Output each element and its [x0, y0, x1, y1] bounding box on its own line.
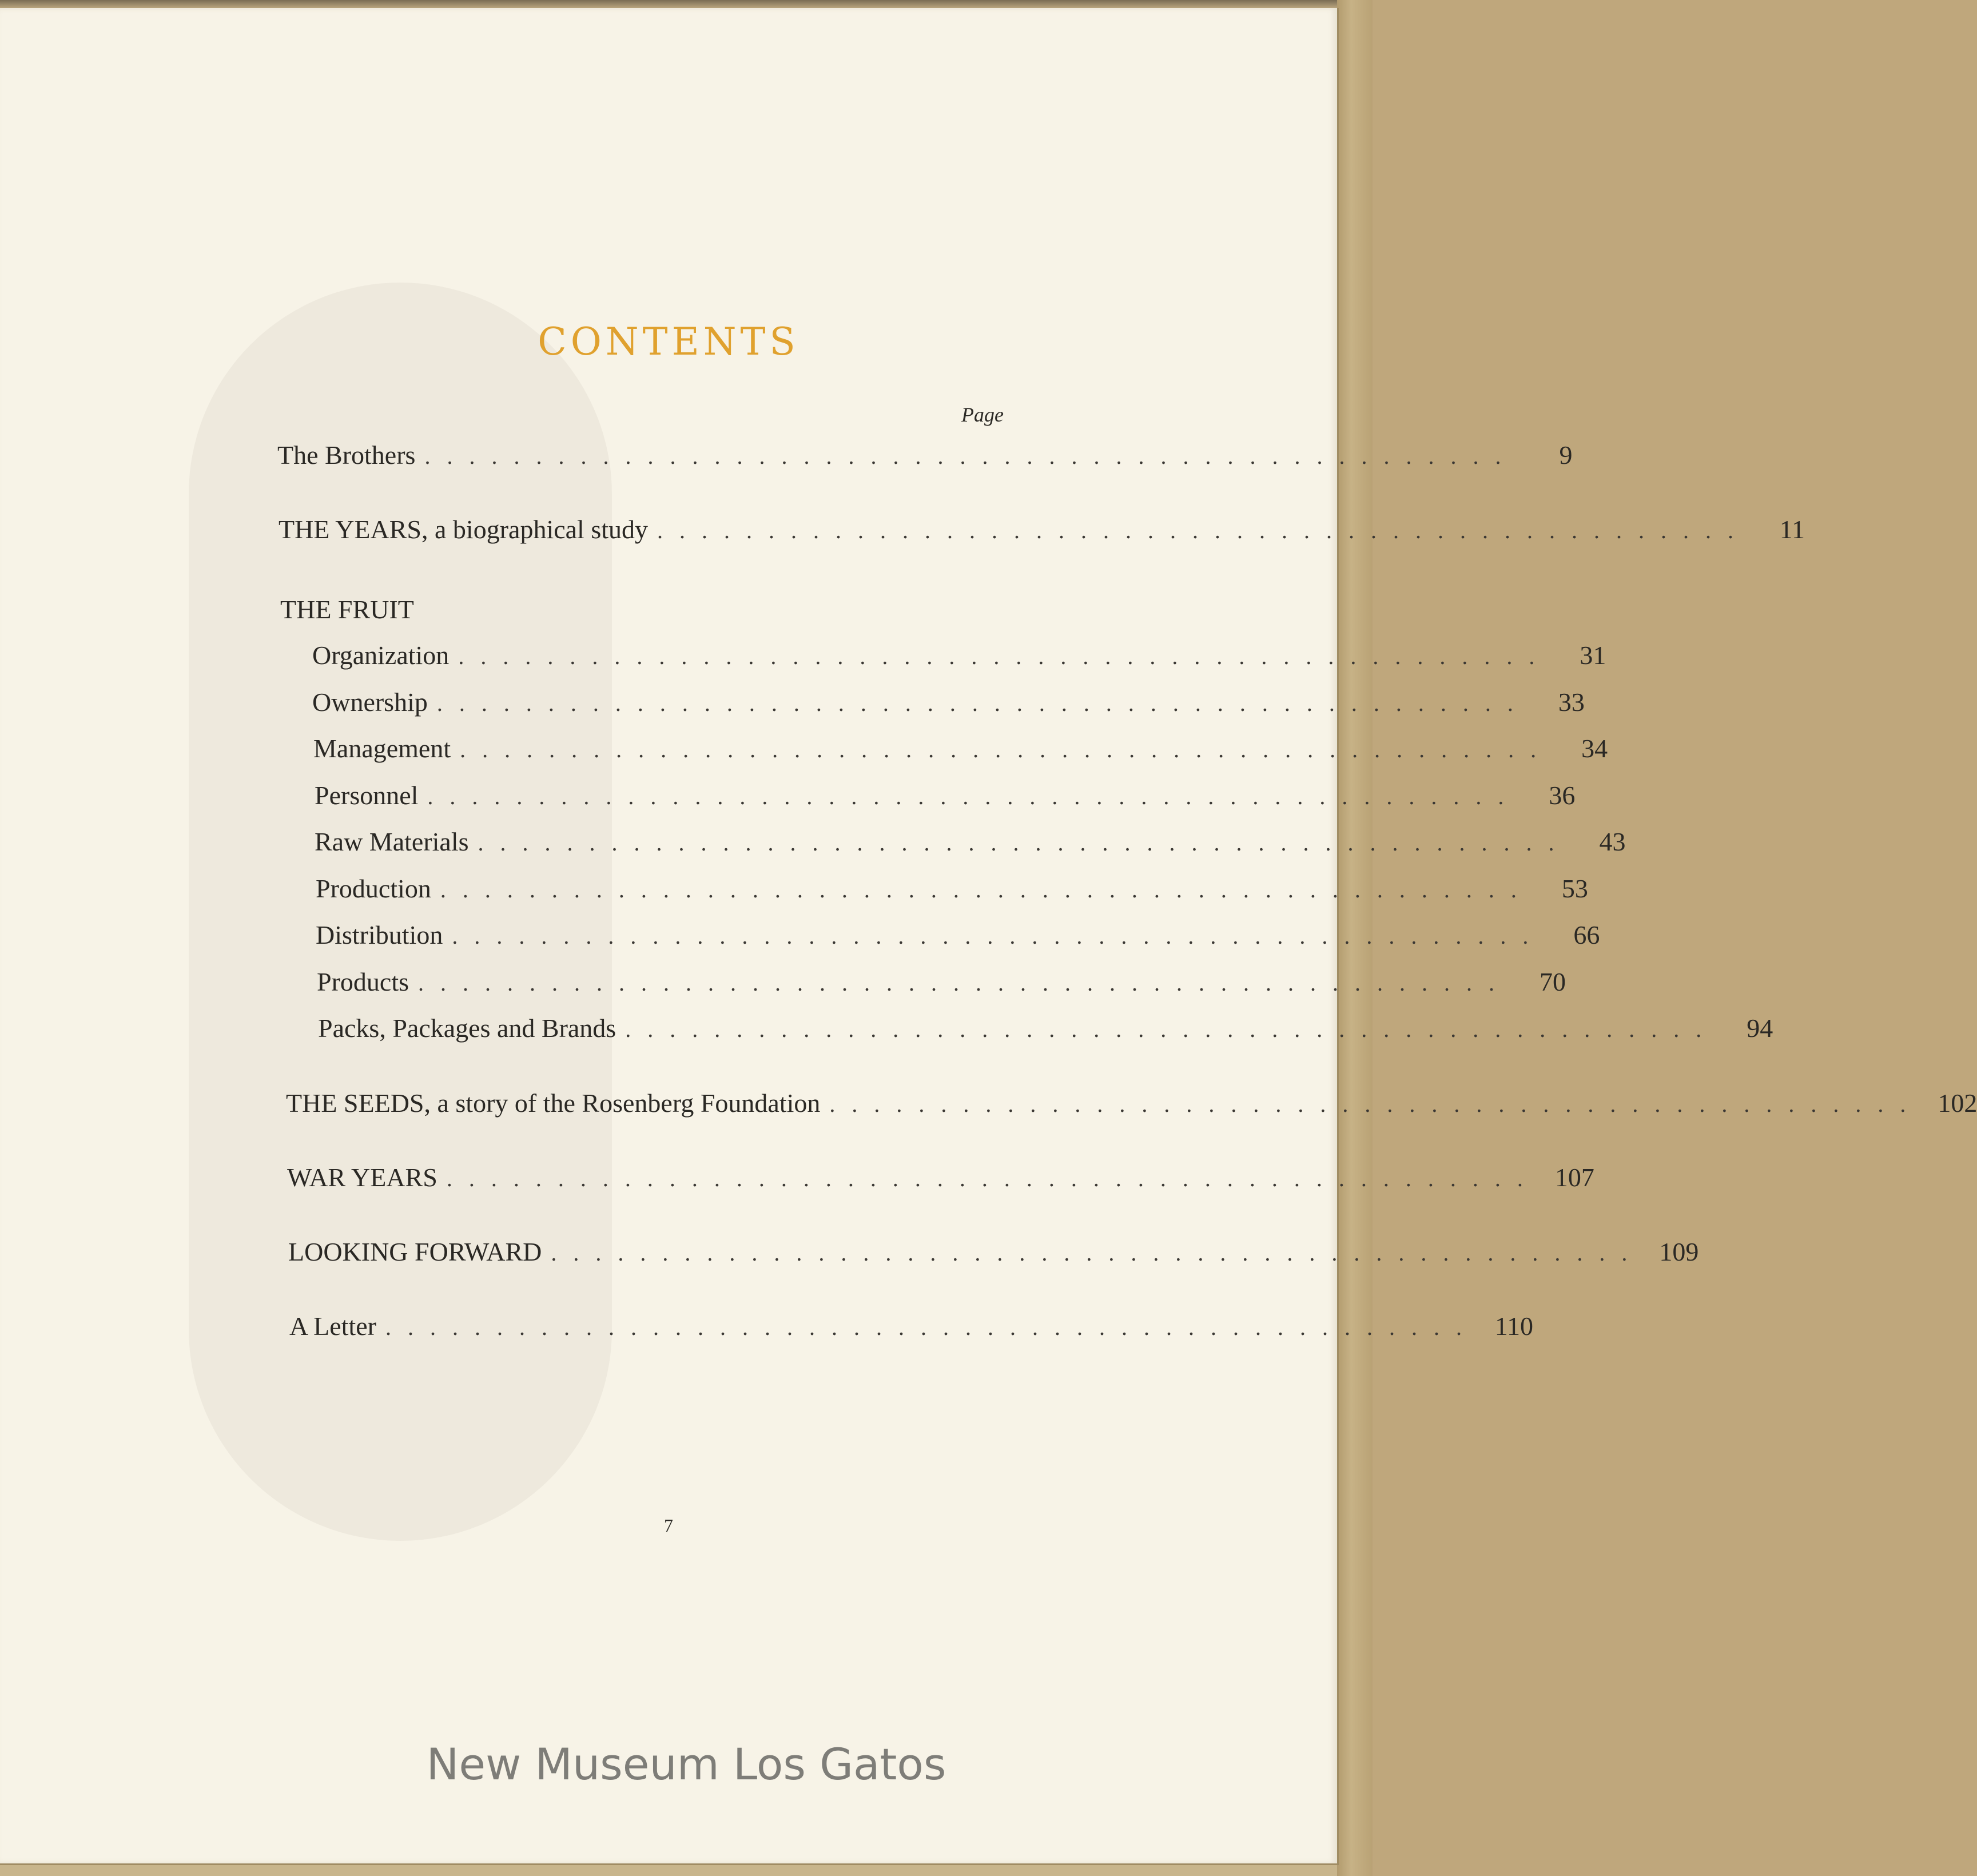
toc-entry-a-letter: [289, 1311, 1533, 1345]
toc-entry-ownership: [312, 687, 1585, 721]
scan-top-edge: [0, 0, 1373, 8]
toc-entry-label: Production: [316, 874, 431, 903]
dot-leader: .................................................: [625, 1016, 1719, 1042]
dot-leader: .................................................: [385, 1314, 1478, 1340]
toc-entry-packs-packages-brands: [318, 1013, 1773, 1047]
dot-leader: .................................................: [460, 737, 1553, 762]
toc-entry-war-years: [287, 1162, 1594, 1197]
toc-entry-page: 11: [1779, 515, 1805, 544]
toc-entry-page: 107: [1554, 1163, 1594, 1192]
toc-entry-label: LOOKING FORWARD: [288, 1237, 542, 1266]
toc-entry-page: 33: [1558, 687, 1585, 717]
dot-leader: .................................................: [424, 443, 1518, 469]
dot-leader: .................................................: [427, 784, 1521, 809]
toc-entry-distribution: [316, 920, 1600, 954]
toc-entry-page: 36: [1549, 781, 1576, 810]
toc-entry-production: [316, 873, 1588, 908]
book-page: [0, 8, 1977, 1865]
toc-entry-personnel: [315, 780, 1576, 814]
toc-entry-page: 110: [1494, 1311, 1533, 1341]
toc-entry-label: Products: [317, 967, 409, 996]
toc-entry-looking-forward: [288, 1237, 1699, 1271]
toc-entry-page: 94: [1747, 1013, 1773, 1043]
dot-leader: .................................................: [458, 643, 1552, 669]
toc-entry-label: Distribution: [316, 920, 443, 949]
toc-entry-page: 70: [1540, 967, 1566, 996]
toc-entry-label: THE YEARS, a biographical study: [279, 515, 649, 544]
dot-leader: .................................................: [478, 830, 1571, 856]
toc-entry-label: Management: [313, 734, 451, 763]
dot-leader: .................................................: [551, 1240, 1644, 1266]
watermark-text: New Museum Los Gatos: [426, 1739, 946, 1790]
toc-entry-raw-materials: [315, 826, 1626, 861]
toc-entry-brothers: [277, 440, 1573, 474]
toc-entry-label: Packs, Packages and Brands: [318, 1013, 616, 1043]
toc-entry-products: [317, 967, 1566, 1001]
dot-leader: .................................................: [452, 923, 1545, 949]
toc-entry-label: The Brothers: [277, 440, 416, 470]
toc-section-heading-fruit: THE FRUIT: [280, 595, 414, 624]
toc-entry-label: Organization: [312, 641, 450, 670]
dot-leader: .................................................: [436, 690, 1530, 716]
toc-entry-label: Raw Materials: [315, 827, 469, 856]
toc-entry-management: [313, 733, 1608, 768]
dot-leader: .................................................: [418, 970, 1511, 996]
toc-entry-page: 53: [1561, 874, 1588, 903]
toc-entry-years: [279, 514, 1805, 549]
dot-leader: .................................................: [440, 877, 1533, 903]
toc-entry-page: 9: [1559, 440, 1573, 470]
toc-entry-page: 66: [1573, 920, 1600, 949]
toc-entry-page: 102: [1938, 1088, 1977, 1118]
toc-entry-label: WAR YEARS: [287, 1163, 437, 1192]
toc-entry-label: Personnel: [315, 781, 419, 810]
dot-leader: .................................................: [657, 518, 1751, 543]
toc-entry-page: 109: [1659, 1237, 1699, 1266]
toc-entry-seeds: [286, 1088, 1977, 1122]
toc-entry-label: THE SEEDS, a story of the Rosenberg Foundation: [286, 1088, 821, 1118]
toc-entry-label: Ownership: [312, 687, 428, 717]
page-column-label: Page: [961, 403, 1004, 426]
contents-title: CONTENTS: [538, 320, 799, 364]
toc-entry-label: A Letter: [289, 1311, 376, 1341]
toc-entry-page: 43: [1599, 827, 1626, 856]
toc-entry-page: 31: [1580, 641, 1606, 670]
dot-leader: .................................................: [446, 1166, 1540, 1191]
dot-leader: .................................................: [829, 1091, 1923, 1117]
toc-entry-page: 34: [1581, 734, 1608, 763]
page-number: 7: [664, 1515, 673, 1536]
toc-entry-organization: [312, 640, 1606, 674]
